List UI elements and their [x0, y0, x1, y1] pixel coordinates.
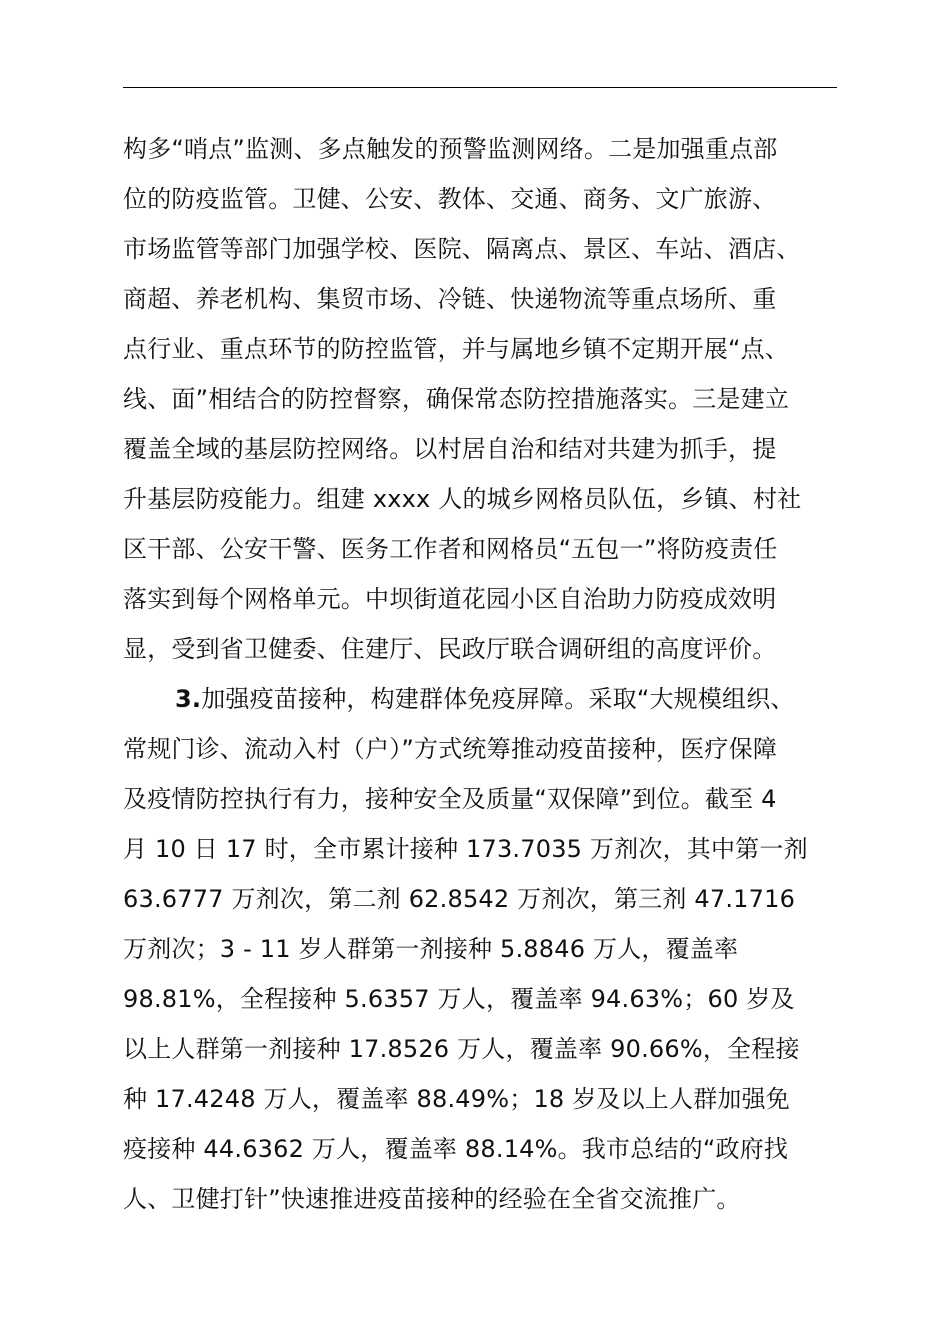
text-line: 覆盖全域的基层防控网络。以村居自治和结对共建为抓手，提 [123, 435, 777, 463]
text-line: 人、卫健打针”快速推进疫苗接种的经验在全省交流推广。 [123, 1185, 741, 1213]
text-line: 升基层防疫能力。组建 xxxx 人的城乡网格员队伍，乡镇、村社 [123, 485, 802, 513]
text-line: 63.6777 万剂次，第二剂 62.8542 万剂次，第三剂 47.1716 [123, 885, 796, 913]
text-line: 区干部、公安干警、医务工作者和网格员“五包一”将防疫责任 [123, 535, 778, 563]
header-rule [123, 87, 837, 88]
text-line: 商超、养老机构、集贸市场、冷链、快递物流等重点场所、重 [123, 285, 777, 313]
text-line: 月 10 日 17 时，全市累计接种 173.7035 万剂次，其中第一剂 [123, 835, 808, 863]
text-line: 98.81%，全程接种 5.6357 万人，覆盖率 94.63%；60 岁及 [123, 985, 795, 1013]
text-line: 疫接种 44.6362 万人，覆盖率 88.14%。我市总结的“政府找 [123, 1135, 789, 1163]
text-line: 落实到每个网格单元。中坝街道花园小区自治助力防疫成效明 [123, 585, 777, 613]
text-line: 种 17.4248 万人，覆盖率 88.49%；18 岁及以上人群加强免 [123, 1085, 791, 1113]
text-line: 线、面”相结合的防控督察，确保常态防控措施落实。三是建立 [123, 385, 790, 413]
text-line: 点行业、重点环节的防控监管，并与属地乡镇不定期开展“点、 [123, 335, 790, 363]
text-line: 万剂次；3 - 11 岁人群第一剂接种 5.8846 万人，覆盖率 [123, 935, 739, 963]
section-number: 3. [175, 685, 202, 713]
text-line: 构多“哨点”监测、多点触发的预警监测网络。二是加强重点部 [123, 135, 778, 163]
text-line: 位的防疫监管。卫健、公安、教体、交通、商务、文广旅游、 [123, 185, 777, 213]
text-line: 市场监管等部门加强学校、医院、隔离点、景区、车站、酒店、 [123, 235, 801, 263]
text-line: 常规门诊、流动入村（户）”方式统筹推动疫苗接种，医疗保障 [123, 735, 778, 763]
text-line: 及疫情防控执行有力，接种安全及质量“双保障”到位。截至 4 [123, 785, 777, 813]
text-line: 显，受到省卫健委、住建厅、民政厅联合调研组的高度评价。 [123, 635, 777, 663]
section-3-heading-line [175, 685, 795, 713]
section-heading-text: 加强疫苗接种，构建群体免疫屏障。采取“大规模组织、 [201, 685, 795, 713]
text-line: 以上人群第一剂接种 17.8526 万人，覆盖率 90.66%，全程接 [123, 1035, 800, 1063]
